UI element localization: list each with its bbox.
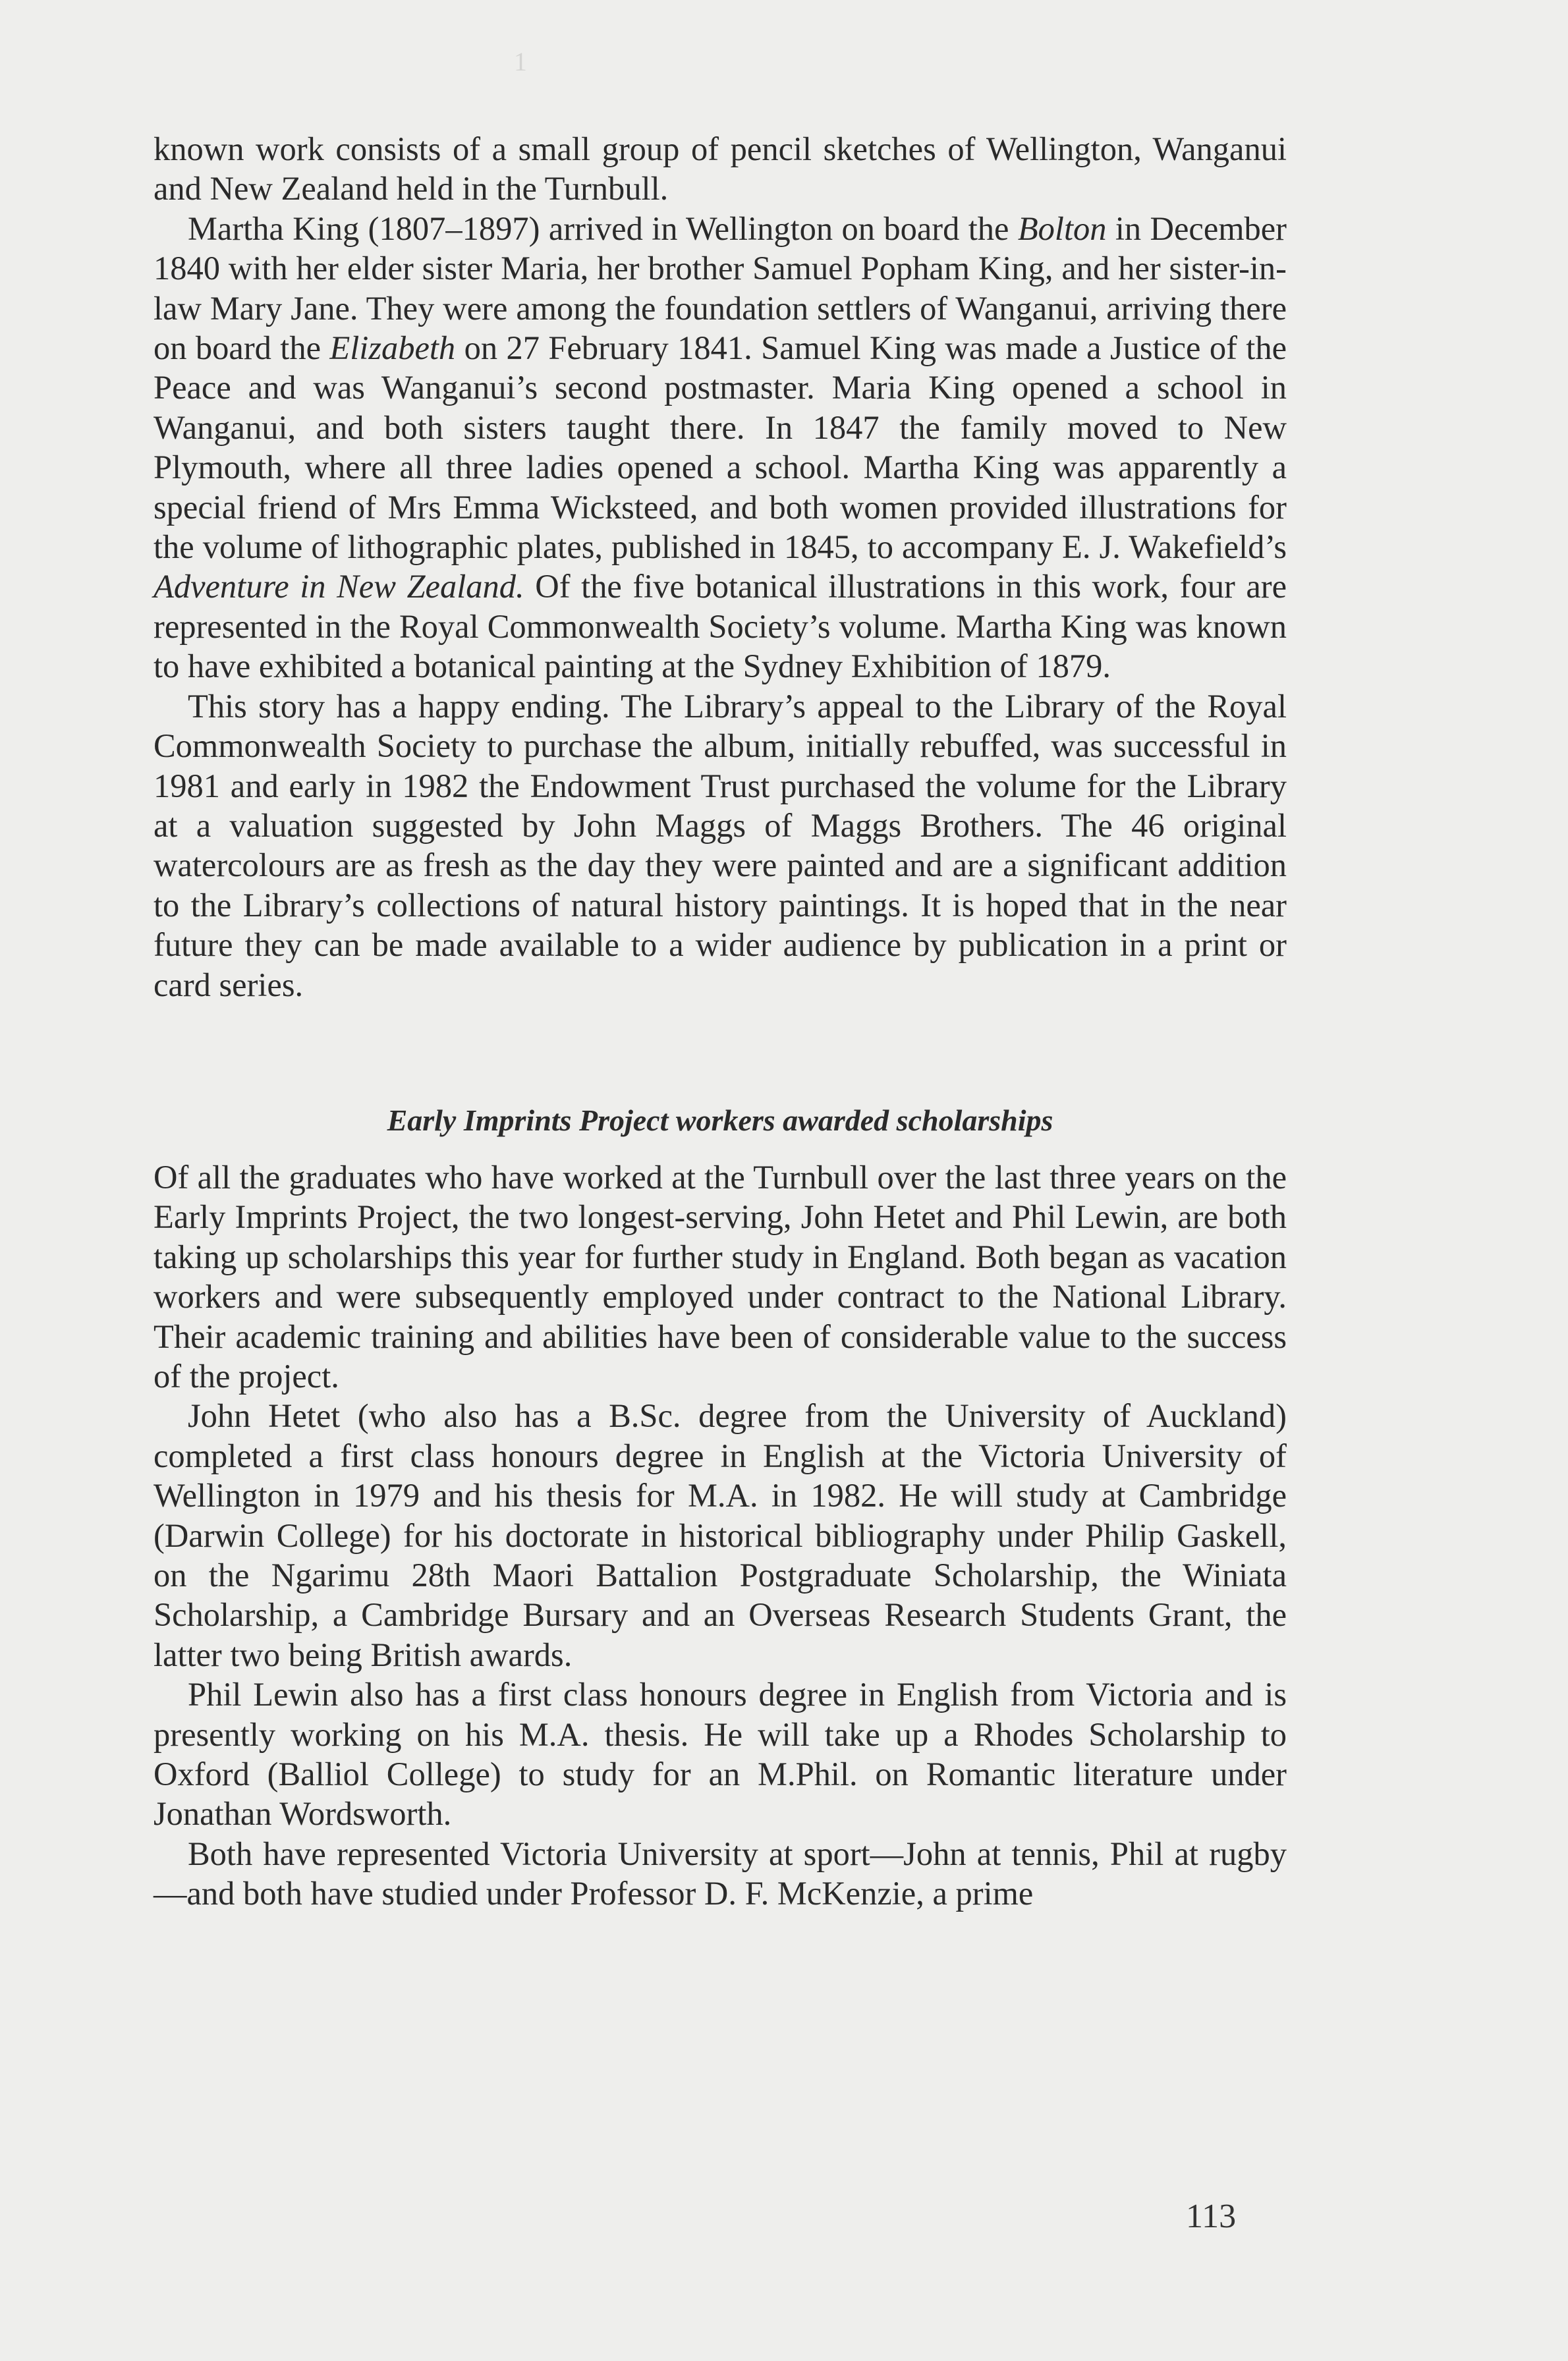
text-run: Martha King (1807–1897) arrived in Wellington on board the [188,209,1018,247]
paragraph-sport [154,1834,1287,1914]
text-run: Phil Lewin also has a first class honours degree in English from Victoria and is presently working on his M.A. thesis. He will take up a Rhodes Scholarship to Oxford (Balliol College) to study for an M.Phil. on Romantic literature under Jonathan Wordsworth. [154,1676,1287,1833]
text-run: Of all the graduates who have worked at the Turnbull over the last three years on the Early Imprints Project, the two longest-serving, John Hetet and Phil Lewin, are both taking up scholarships this year for further study in England. Both began as vacation workers and were subsequently employed under contract to the National Library. Their academic training and abilities have been of considerable value to the success of the project. [154,1158,1287,1395]
italic-title-run: Adventure in New Zealand. [154,568,524,605]
text-run: Both have represented Victoria University at sport—John at tennis, Phil at rugby—and both have studied under Professor D. F. McKenzie, a prime [154,1835,1287,1912]
italic-title-run: Elizabeth [329,329,456,367]
text-run: in December 1840 with her elder sister Maria, her brother Samuel Popham King, and her sister-in-law Mary Jane. They were among the foundation settlers of Wanganui, arriving there on board the [154,209,1287,367]
section-heading: Early Imprints Project workers awarded scholarships [387,1103,1053,1137]
article-body [154,129,1287,1914]
text-run: on 27 February 1841. Samuel King was made a Justice of the Peace and was Wanganui’s second postmaster. Maria King opened a school in Wanganui, and both sisters taught there. In 1847 the family moved to New Plymouth, where all three ladies opened a school. Martha King was apparently a special friend of Mrs Emma Wicksteed, and both women provided illustrations for the volume of lithographic plates, published in 1845, to accompany E. J. Wakefield’s [154,329,1287,566]
paragraph-graduates [154,1157,1287,1396]
text-run: Of the five botanical illustrations in this work, four are represented in the Royal Commonwealth Society’s volume. Martha King was known to have exhibited a botanical painting at the Sydney Exhibition of 1879. [154,568,1287,685]
faint-page-mark: 1 [514,47,527,76]
paragraph-continued [154,129,1287,209]
text-run: known work consists of a small group of pencil sketches of Wellington, Wanganui and New Zealand held in the Turnbull. [154,130,1287,208]
text-run: This story has a happy ending. The Library’s appeal to the Library of the Royal Commonwealth Society to purchase the album, initially rebuffed, was successful in 1981 and early in 1982 the Endowment Trust purchased the volume for the Library at a valuation suggested by John Maggs of Maggs Brothers. The 46 original watercolours are as fresh as the day they were painted and are a significant addition to the Library’s collections of natural history paintings. It is hoped that in the near future they can be made available to a wider audience by publication in a print or card series. [154,687,1287,1003]
italic-title-run: Bolton [1017,209,1107,247]
paragraph-happy-ending [154,686,1287,1005]
text-run: John Hetet (who also has a B.Sc. degree from the University of Auckland) completed a first class honours degree in English at the Victoria University of Wellington in 1979 and his thesis for M.A. in 1982. He will study at Cambridge (Darwin College) for his doctorate in historical bibliography under Philip Gaskell, on the Ngarimu 28th Maori Battalion Postgraduate Scholarship, the Winiata Scholarship, a Cambridge Bursary and an Overseas Research Students Grant, the latter two being British awards. [154,1397,1287,1673]
paragraph-phil-lewin [154,1675,1287,1834]
paragraph-martha-king [154,209,1287,686]
page-number: 113 [1186,2198,1237,2235]
paragraph-john-hetet [154,1396,1287,1675]
